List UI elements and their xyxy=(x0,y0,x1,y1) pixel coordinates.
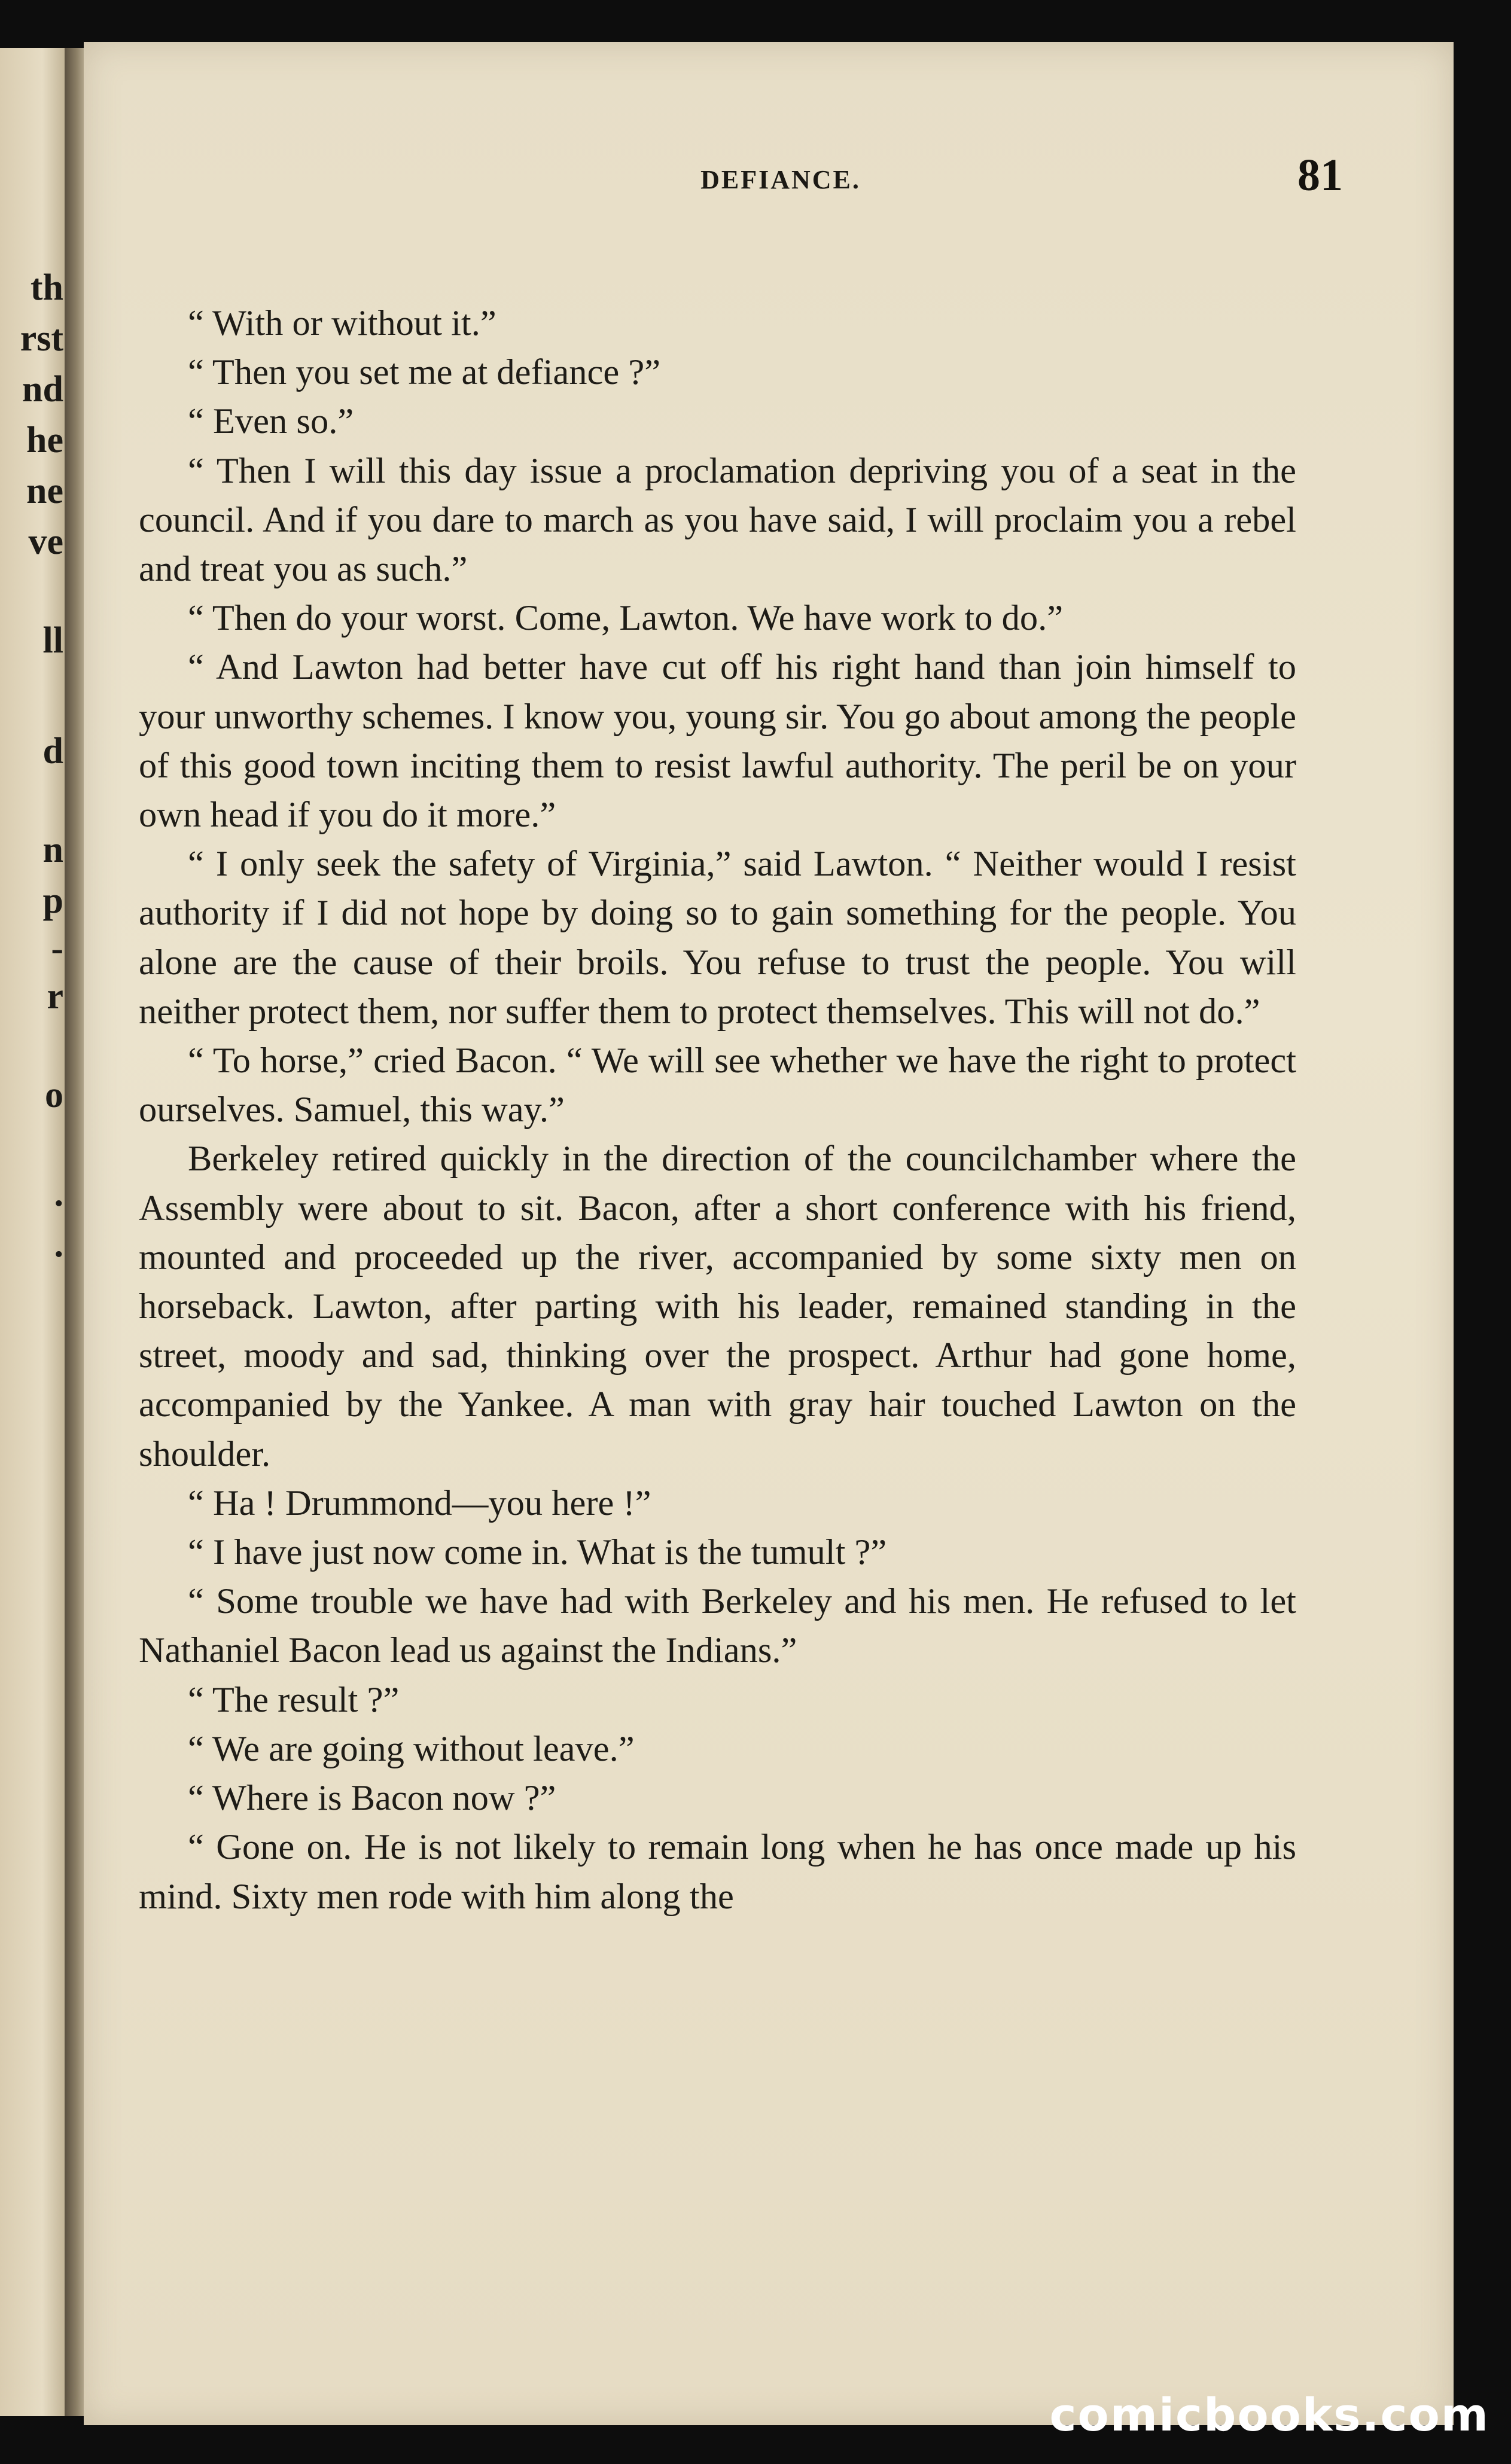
paragraph: “ Then you set me at defiance ?” xyxy=(188,352,661,393)
left-page-fragment: n xyxy=(42,830,63,870)
left-page-fragment: o xyxy=(45,1075,63,1115)
paragraph: “ Gone on. He is not likely to remain long when he has once made up his mind. Sixty men rode with him along the xyxy=(139,1827,1296,1917)
site-watermark: comicbooks.com xyxy=(1049,2388,1489,2441)
paragraph: Berkeley retired quickly in the direction of the councilchamber where the Assembly were about to sit. Bacon, after a short conference with his friend, mounted and proceeded up the river, accompanied by some sixty men on horseback. Lawton, after parting with his leader, remained standing in the street, moody and sad, thinking over the prospect. Arthur had gone home, accompanied by the Yankee. A man with gray hair touched Lawton on the shoulder. xyxy=(139,1139,1296,1474)
left-page-fragment: th xyxy=(30,267,63,308)
left-page-fragment: . xyxy=(54,1224,63,1265)
paragraph: “ With or without it.” xyxy=(188,303,496,343)
paragraph: “ We are going without leave.” xyxy=(188,1728,635,1769)
book-page xyxy=(84,42,1454,2425)
paragraph: “ And Lawton had better have cut off his right hand than join himself to your unworthy schemes. I know you, young sir. You go about among the people of this good town inciting them to resist lawful authority. The peril be on your own head if you do it more.” xyxy=(139,647,1296,835)
left-page-fragment: d xyxy=(42,731,63,771)
left-page-fragment: r xyxy=(47,976,63,1017)
page-number: 81 xyxy=(1297,150,1343,200)
left-page-fragment: . xyxy=(54,1173,63,1214)
left-page-fragment: p xyxy=(42,880,63,921)
paragraph: “ Then I will this day issue a proclamation depriving you of a seat in the council. And if you dare to march as you have said, I will proclaim you a rebel and treat you as such.” xyxy=(139,450,1296,590)
paragraph: “ I have just now come in. What is the tumult ?” xyxy=(188,1532,887,1573)
paragraph: “ Where is Bacon now ?” xyxy=(188,1778,556,1819)
paragraph: “ Even so.” xyxy=(188,401,354,442)
paragraph: “ I only seek the safety of Virginia,” said Lawton. “ Neither would I resist authority if I did not hope by doing so to gain something for the people. You alone are the cause of their broils. You refuse to trust the people. You will neither protect them, nor suffer them to protect themselves. This will not do.” xyxy=(139,844,1296,1032)
paragraph: “ Ha ! Drummond—you here !” xyxy=(188,1483,651,1523)
paragraph: “ Then do your worst. Come, Lawton. We have work to do.” xyxy=(188,598,1064,639)
left-facing-page xyxy=(0,48,71,2416)
paragraph: “ The result ?” xyxy=(188,1679,400,1720)
body-text xyxy=(139,299,1296,1922)
left-page-fragment: nd xyxy=(22,369,63,410)
running-head-title: DEFIANCE. xyxy=(700,165,861,194)
left-page-fragment: ve xyxy=(28,522,63,562)
running-head xyxy=(84,164,1454,195)
left-page-fragment: - xyxy=(51,928,63,969)
left-page-fragment: rst xyxy=(20,318,63,359)
left-page-fragment: ll xyxy=(42,620,63,661)
paragraph: “ Some trouble we have had with Berkeley and his men. He refused to let Nathaniel Bacon lead us against the Indians.” xyxy=(139,1581,1296,1671)
left-page-fragment: he xyxy=(26,420,63,461)
left-page-fragment: ne xyxy=(26,471,63,511)
paragraph: “ To horse,” cried Bacon. “ We will see whether we have the right to protect ourselves. Samuel, this way.” xyxy=(139,1041,1296,1130)
